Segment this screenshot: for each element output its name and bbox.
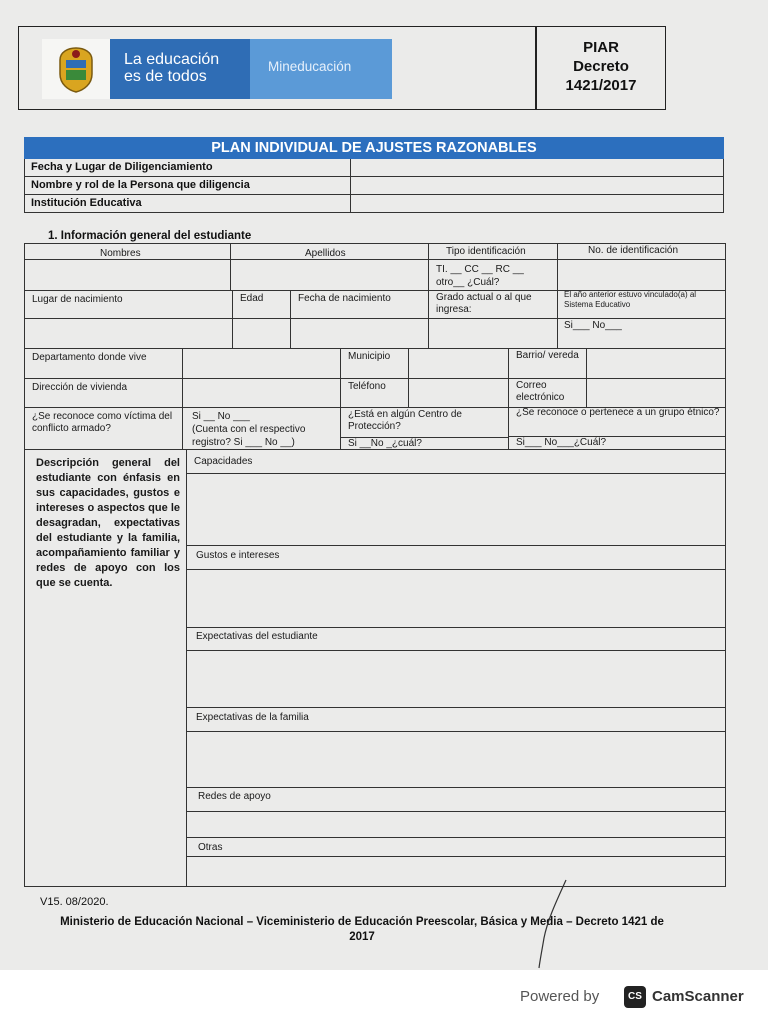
plan-title: PLAN INDIVIDUAL DE AJUSTES RAZONABLES xyxy=(24,137,724,159)
victima-opts-3[interactable]: registro? Si ___ No __) xyxy=(192,437,295,448)
label-expect-familia: Expectativas de la familia xyxy=(196,712,309,723)
plan-row-label: Institución Educativa xyxy=(31,197,142,209)
slogan-line-2: es de todos xyxy=(124,68,207,85)
label-centro-proteccion: ¿Está en algún Centro de Protección? xyxy=(348,409,462,432)
label-grupo-etnico: ¿Se reconoce o pertenece a un grupo étnico? xyxy=(516,407,720,418)
centro-opts[interactable]: Si __No _¿cuál? xyxy=(348,438,422,449)
col-no-id: No. de identificación xyxy=(588,245,679,256)
plan-row-label: Nombre y rol de la Persona que diligencia xyxy=(31,179,250,191)
piar-decree: Decreto xyxy=(573,58,629,75)
col-tipo-id: Tipo identificación xyxy=(446,246,526,257)
version-label: V15. 08/2020. xyxy=(40,896,109,908)
anio-si-no[interactable]: Si___ No___ xyxy=(564,320,622,331)
powered-by: Powered by xyxy=(520,988,600,1005)
label-correo: Correo electrónico xyxy=(516,380,565,403)
brand-slogan xyxy=(110,39,250,99)
piar-decree-number: 1421/2017 xyxy=(565,77,637,94)
camscanner-icon: CS xyxy=(624,986,646,1008)
piar-label xyxy=(536,38,666,95)
label-direccion: Dirección de vivienda xyxy=(32,382,128,393)
coat-of-arms-icon xyxy=(42,39,110,99)
grupo-opts[interactable]: Si___ No___¿Cuál? xyxy=(516,437,607,448)
label-lugar-nacimiento: Lugar de nacimiento xyxy=(32,294,123,305)
victima-opts-1[interactable]: Si __ No ___ xyxy=(192,411,250,422)
ministry-footer: Ministerio de Educación Nacional – Viceministerio de Educación Preescolar, Básica y Media – Decreto 1421 de 2017 xyxy=(60,916,664,943)
label-grado: Grado actual o al que ingresa: xyxy=(436,292,532,315)
label-redes: Redes de apoyo xyxy=(198,791,271,802)
plan-row-fecha[interactable] xyxy=(24,159,724,177)
col-nombres: Nombres xyxy=(100,248,141,259)
label-expect-estudiante: Expectativas del estudiante xyxy=(196,631,318,642)
label-gustos: Gustos e intereses xyxy=(196,550,280,561)
camscanner-brand: CamScanner xyxy=(652,988,744,1005)
label-capacidades: Capacidades xyxy=(194,456,253,467)
divider xyxy=(350,195,351,212)
divider xyxy=(350,159,351,176)
slogan-line-1: La educación xyxy=(124,51,220,68)
pen-mark-icon xyxy=(530,878,570,970)
section-heading: 1. Información general del estudiante xyxy=(48,230,252,242)
label-barrio: Barrio/ vereda xyxy=(516,350,579,361)
victima-opts-2: (Cuenta con el respectivo xyxy=(192,424,306,435)
plan-row-institucion[interactable] xyxy=(24,195,724,213)
divider xyxy=(350,177,351,194)
plan-row-label: Fecha y Lugar de Diligenciamiento xyxy=(31,161,213,173)
label-telefono: Teléfono xyxy=(348,381,386,392)
col-apellidos: Apellidos xyxy=(305,248,346,259)
label-municipio: Municipio xyxy=(348,351,391,362)
label-departamento: Departamento donde vive xyxy=(32,352,147,363)
label-edad: Edad xyxy=(240,293,264,304)
piar-title: PIAR xyxy=(583,39,619,56)
label-fecha-nacimiento: Fecha de nacimiento xyxy=(298,293,391,304)
ministry-brand: Mineducación xyxy=(250,39,392,99)
plan-row-nombre[interactable] xyxy=(24,177,724,195)
label-anio-anterior: El año anterior estuvo vinculado(a) al Sistema Educativo xyxy=(564,290,697,309)
tipo-otro[interactable]: otro__ ¿Cuál? xyxy=(436,277,500,288)
label-victima: ¿Se reconoce como víctima del conflicto armado? xyxy=(32,411,173,434)
label-otras: Otras xyxy=(198,842,223,853)
descripcion-label: Descripción general del estudiante con énfasis en sus capacidades, gustos e intereses o aspectos que le desagradan, expectativas del estudiante y la familia, acompañamiento familiar y redes de apoyo con los que se cuenta. xyxy=(36,457,180,589)
tipo-options[interactable]: TI. __ CC __ RC __ xyxy=(436,264,524,275)
